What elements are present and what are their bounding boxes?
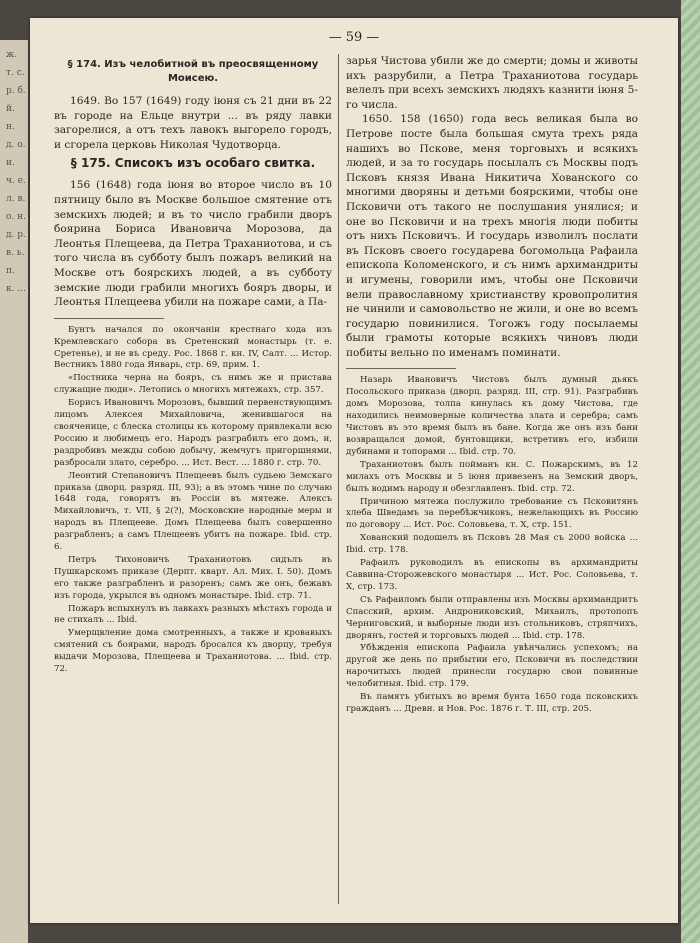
- right-footnotes: [346, 375, 638, 715]
- section-174-text: 1649. Во 157 (1649) году iюня съ 21 дни въ 22 въ городе на Ельце внутри ... въ ряду лавки загорелися, а отъ техъ лавокъ выгорело городъ, и сгорела церковь Николая Чудотворца.: [54, 95, 332, 151]
- footnote: Борисъ Ивановичъ Морозовъ, бывший первенствующимъ лицомъ Алексея Михайловича, женившагося на свояченице, с блеска столицы къ которому привлекали всю Россию и любимецъ его. Народъ разграбилъ его домъ, и, раздробивъ межды собою добычу, жемчугъ пригоршнями, разбросали злато, серебро. ... Ист. Вест. ... 1880 г. стр. 70.: [54, 398, 332, 468]
- section-174-title: § 174. Изъ челобитной въ преосвященному Моисею.: [67, 59, 319, 84]
- book-edge-stripe: [681, 0, 700, 943]
- page-number: — 59 —: [328, 30, 380, 45]
- left-footnotes: [54, 325, 332, 676]
- footnote-separator: [54, 318, 164, 319]
- footnote: Умерщвление дома смотренныхъ, а также и кровавыхъ смятений съ боярами, народъ бросался къ дворцу, требуя выдачи Морозова, Плещеева и Траханиотова. ... Ibid. стр. 72.: [54, 628, 332, 675]
- right-column: [346, 54, 638, 717]
- continued-text: зарья Чистова убили же до смерти; домы и животы ихъ разрубили, а Петра Траханиотова государь велелъ при всехъ земскихъ людяхъ казнити iюня 5-го числа.: [346, 55, 638, 111]
- section-175-title: § 175. Списокъ изъ особаго свитка.: [70, 156, 316, 171]
- footnote: Убѣжденiя епископа Рафаила увѣнчались успехомъ; на другой же день по прибытии его, Псковичи въ последствии нарочитыхъ людей принесли государю свои повинные челобитныя. Ibid. стр. 179.: [346, 643, 638, 690]
- book-page: [30, 18, 678, 923]
- section-175-text: 156 (1648) года iюня во второе число въ 10 пятницу было въ Москве большое смятение отъ земскихъ людей; и въ то число грабили дворъ боярина Бориса Ивановича Морозова, да Леонтья Плещеева, да Петра Траханиотова, и съ того числа въ субботу былъ пожаръ великий на Москве отъ боярскихъ людей, а въ субботу земские люди грабили многихъ бояръ дворы, и Леонтья Плещеева убили на пожаре сами, а Па-: [54, 179, 332, 309]
- footnote: Леонтий Степановичъ Плещеевъ былъ судьею Земскаго приказа (дворц. разряд. III, 93); а въ этомъ чине по случаю 1648 года, говорятъ въ Россiи въ мятеже. Алексъ Михайловичъ, т. VII, § 2(?), Московские народные меры и народъ въ Плещееве. Домъ Плещеева былъ совершенно разграбленъ; а самъ Плещеевъ убитъ на пожаре. Ibid. стр. 6.: [54, 470, 332, 553]
- footnote: Назарь Ивановичъ Чистовъ былъ думный дьякъ Посольского приказа (дворц. разряд. III, стр. 91). Разграбивъ домъ Морозова, толпа кинулась къ дому Чистова, где находились неимоверные количества злата и серебра; самъ Чистовъ въ это время былъ въ бане. Когда же онъ изъ бани возвращался домой, бунтовщики, встретивъ его, избили дубинами и топорами ... Ibid. стр. 70.: [346, 375, 638, 457]
- footnote: Причиною мятежа послужило требование съ Псковитянъ хлеба Шведамъ за перебѣжчиковъ, нежелающихъ въ Россию по договору ... Ист. Рос. Соловьева, т. X, стр. 151.: [346, 496, 638, 531]
- footnote: Съ Рафаиломъ были отправлены изъ Москвы архимандритъ Спасский, архим. Андрониковский, Михаилъ, протопопъ Черниговский, и выборные люди изъ стольниковъ, стряпчихъ, дворянъ, гостей и торговыхъ людей ... Ibid. стр. 178.: [346, 594, 638, 641]
- footnote: «Постника черна на бояръ, съ нимъ же и пристава служащие люди». Летопись о многихъ мятежахъ, стр. 357.: [54, 373, 332, 396]
- footnote: Бунтъ начался по окончанiи крестнаго хода изъ Кремлевскаго собора въ Сретенский монастырь (т. е. Сретенье), и не въ среду. Рос. 1868 г. кн. IV, Салт. ... Истор. Вестникъ 1880 года Январь, стр. 69, прим. 1.: [54, 324, 332, 371]
- footnote: Траханиотовъ былъ пойманъ кн. С. Пожарскимъ, въ 12 милахъ отъ Москвы и 5 iюня привезенъ на Земский дворъ, былъ водимъ народу и обезглавленъ. Ibid. стр. 72.: [346, 459, 638, 494]
- previous-page-edge: [0, 40, 28, 943]
- left-column: [54, 54, 332, 677]
- previous-page-fragment: ж. т. с. р. б. й. н. д. о. и. ч. е. л. в. о. н. д. р. в. ь. п. к. ...: [6, 50, 26, 294]
- column-rule: [338, 54, 339, 904]
- footnote: Петръ Тихоновичъ Траханиотовъ сидълъ въ Пушкарскомъ приказе (Дерпт. кварт. Ал. Мих. I. 50). Домъ его также разграбленъ и разоренъ; самъ же онъ, бежавъ изъ города, укрылся въ одномъ монастыре. Ibid. стр. 71.: [54, 554, 332, 601]
- footnote-separator: [346, 368, 456, 369]
- footnote: Хованский подошелъ въ Псковъ 28 Мая съ 2000 войска ... Ibid. стр. 178.: [346, 533, 638, 556]
- footnote: Въ памятъ убитыхъ во время бунта 1650 года псковскихъ гражданъ ... Древн. и Нов. Рос. 1876 г. Т. III, стр. 205.: [346, 692, 638, 714]
- footnote: Рафаилъ руководилъ въ епископы въ архимандриты Саввина-Сторожевского монастыря ... Ист. Рос. Соловьева, т. X, стр. 173.: [346, 558, 638, 592]
- section-1650-text: 1650. 158 (1650) года весь великая была во Петрове посте была большая смута трехъ ряда нашихъ во Пскове, меня торговыхъ и всякихъ людей, и за то государь посылалъ съ Москвы подъ Псковъ князя Ивана Никитича Хованского со многими дворяны и детьми боярскими, чтобы оне Псковичи отъ такого не послушания унялися; и оне во Псковичи и на трехъ многiя люди побиты отъ нихъ Псковичъ. И государь изволилъ послати въ Псковъ своего государева богомольца Рафаила епископа Коломенского, и съ нимъ архимандриты и игумены, говорили имъ, чтобы оне Псковичи вели православному христианству кровопролития не чинили и самовольство не жили, и оне во всемъ государю повинилися. Тогожъ году посылаемы были грамоты которые всякихъ чиновъ люди побиты вельно по именамъ поминати.: [346, 113, 638, 359]
- footnote: Пожаръ вспыхнулъ въ лавкахъ разныхъ мѣстахъ города и не стихалъ ... Ibid.: [54, 603, 332, 626]
